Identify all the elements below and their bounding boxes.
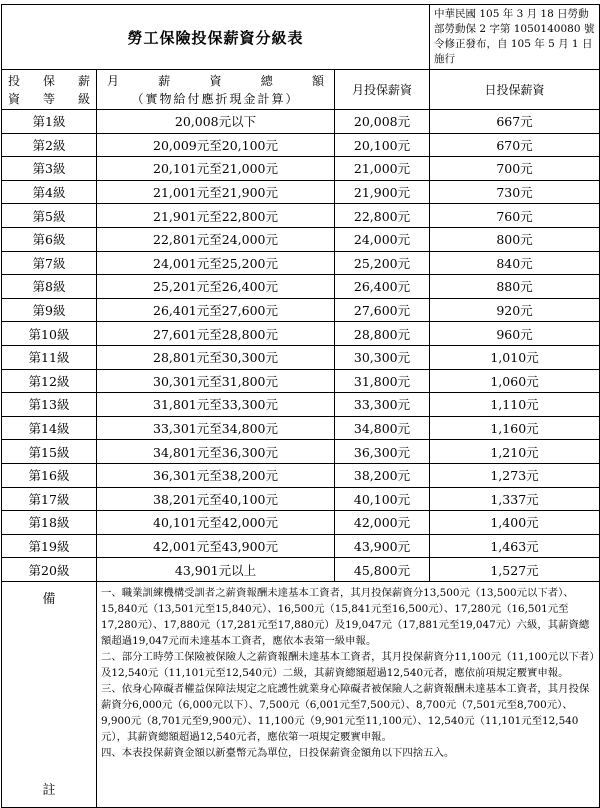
grade-level-cell: 第13級 [2, 393, 97, 417]
grade-level-cell: 第17級 [2, 487, 97, 511]
table-row [2, 534, 600, 558]
salary-range-cell: 30,301元至31,800元 [97, 369, 335, 393]
table-row [2, 110, 600, 134]
table-row [2, 416, 600, 440]
remark-item: 四、本表投保薪資金額以新臺幣元為單位，日投保薪資金額角以下四捨五入。 [101, 746, 455, 759]
grade-level-cell: 第6級 [2, 227, 97, 251]
table-row [2, 298, 600, 322]
table-row [2, 322, 600, 346]
salary-range-cell: 38,201元至40,100元 [97, 487, 335, 511]
monthly-insured-salary-cell: 27,600元 [335, 298, 430, 322]
grade-level-cell: 第9級 [2, 298, 97, 322]
monthly-insured-salary-cell: 21,000元 [335, 157, 430, 181]
daily-insured-salary-cell: 667元 [430, 110, 600, 134]
table-row [2, 393, 600, 417]
monthly-insured-salary-cell: 20,008元 [335, 110, 430, 134]
table-row [2, 369, 600, 393]
daily-insured-salary-cell: 1,463元 [430, 534, 600, 558]
daily-insured-salary-cell: 1,527元 [430, 558, 600, 582]
grade-level-cell: 第19級 [2, 534, 97, 558]
salary-range-cell: 22,801元至24,000元 [97, 227, 335, 251]
grade-level-cell: 第2級 [2, 133, 97, 157]
daily-insured-salary-cell: 730元 [430, 180, 600, 204]
table-row [2, 345, 600, 369]
daily-insured-salary-cell: 700元 [430, 157, 600, 181]
monthly-insured-salary-cell: 20,100元 [335, 133, 430, 157]
remarks-text [97, 581, 600, 807]
salary-range-cell: 27,601元至28,800元 [97, 322, 335, 346]
grade-level-cell: 第7級 [2, 251, 97, 275]
monthly-insured-salary-cell: 43,900元 [335, 534, 430, 558]
monthly-insured-salary-cell: 31,800元 [335, 369, 430, 393]
enactment-note: 中華民國 105 年 3 月 18 日勞動部勞動保 2 字第 1050140080 號令修正發布，自 105 年 5 月 1 日施行 [430, 5, 600, 70]
grade-level-cell: 第8級 [2, 275, 97, 299]
salary-range-cell: 21,901元至22,800元 [97, 204, 335, 228]
table-row [2, 180, 600, 204]
monthly-insured-salary-cell: 45,800元 [335, 558, 430, 582]
salary-range-cell: 40,101元至42,000元 [97, 511, 335, 535]
grade-level-cell: 第4級 [2, 180, 97, 204]
daily-insured-salary-cell: 670元 [430, 133, 600, 157]
grade-level-cell: 第16級 [2, 463, 97, 487]
daily-insured-salary-cell: 1,273元 [430, 463, 600, 487]
table-row [2, 487, 600, 511]
daily-insured-salary-cell: 960元 [430, 322, 600, 346]
daily-insured-salary-cell: 1,210元 [430, 440, 600, 464]
salary-range-cell: 24,001元至25,200元 [97, 251, 335, 275]
grade-level-cell: 第3級 [2, 157, 97, 181]
grade-level-cell: 第12級 [2, 369, 97, 393]
grade-level-cell: 第11級 [2, 345, 97, 369]
table-row [2, 133, 600, 157]
daily-insured-salary-cell: 1,060元 [430, 369, 600, 393]
header-grade-bottom: 資 等 級 [8, 91, 90, 106]
daily-insured-salary-cell: 1,160元 [430, 416, 600, 440]
monthly-insured-salary-cell: 28,800元 [335, 322, 430, 346]
salary-range-cell: 31,801元至33,300元 [97, 393, 335, 417]
salary-grade-table [1, 4, 600, 808]
monthly-insured-salary-cell: 21,900元 [335, 180, 430, 204]
grade-level-cell: 第14級 [2, 416, 97, 440]
salary-range-cell: 43,901元以上 [97, 558, 335, 582]
remarks-label-bottom: 註 [42, 782, 56, 798]
daily-insured-salary-cell: 840元 [430, 251, 600, 275]
table-row [2, 463, 600, 487]
table-row [2, 275, 600, 299]
remark-item: 一、職業訓練機構受訓者之薪資報酬未達基本工資者，其月投保薪資分13,500元（13,500元以下者）、15,840元（13,501元至15,840元）、16,500元（15,841元至16,500元）、17,280元（16,501元至17,280元）、17,880元（17,281元至17,880元）及19,047元（17,881元至19,047元）六級，其薪資總額超過19,047元而未達基本工資者，應依本表第一級申報。 [101, 586, 590, 647]
grade-level-cell: 第1級 [2, 110, 97, 134]
header-range-bottom: （實物給付應折現金計算） [131, 91, 300, 106]
table-row [2, 558, 600, 582]
monthly-insured-salary-cell: 38,200元 [335, 463, 430, 487]
remark-item: 三、依身心障礙者權益保障法規定之庇護性就業身心障礙者被保險人之薪資報酬未達基本工資者，其月投保薪資分6,000元（6,000元以下）、7,500元（6,001元至7,500元）、8,700元（7,501元至8,700元）、9,900元（8,701元至9,900元）、11,100元（9,901元至11,100元）、12,540元（11,101元至12,540元），其薪資總額超過12,540元者，應依第一項規定覈實申報。 [101, 682, 590, 743]
table-title: 勞工保險投保薪資分級表 [2, 5, 430, 70]
monthly-insured-salary-cell: 24,000元 [335, 227, 430, 251]
daily-insured-salary-cell: 1,337元 [430, 487, 600, 511]
header-grade [2, 70, 97, 110]
table-row [2, 157, 600, 181]
monthly-insured-salary-cell: 34,800元 [335, 416, 430, 440]
salary-range-cell: 33,301元至34,800元 [97, 416, 335, 440]
daily-insured-salary-cell: 1,010元 [430, 345, 600, 369]
remarks-label [2, 581, 97, 807]
daily-insured-salary-cell: 920元 [430, 298, 600, 322]
grade-level-cell: 第18級 [2, 511, 97, 535]
remarks-label-top: 備 [42, 591, 56, 607]
table-row [2, 204, 600, 228]
salary-range-cell: 20,101元至21,000元 [97, 157, 335, 181]
monthly-insured-salary-cell: 26,400元 [335, 275, 430, 299]
daily-insured-salary-cell: 800元 [430, 227, 600, 251]
grade-level-cell: 第10級 [2, 322, 97, 346]
salary-range-cell: 28,801元至30,300元 [97, 345, 335, 369]
daily-insured-salary-cell: 1,110元 [430, 393, 600, 417]
header-monthly: 月投保薪資 [335, 70, 430, 110]
grade-level-cell: 第15級 [2, 440, 97, 464]
table-row [2, 440, 600, 464]
daily-insured-salary-cell: 760元 [430, 204, 600, 228]
monthly-insured-salary-cell: 42,000元 [335, 511, 430, 535]
monthly-insured-salary-cell: 33,300元 [335, 393, 430, 417]
grade-level-cell: 第5級 [2, 204, 97, 228]
header-range-top: 月 薪 資 總 額 [107, 73, 324, 88]
salary-range-cell: 25,201元至26,400元 [97, 275, 335, 299]
salary-range-cell: 34,801元至36,300元 [97, 440, 335, 464]
salary-range-cell: 21,001元至21,900元 [97, 180, 335, 204]
daily-insured-salary-cell: 880元 [430, 275, 600, 299]
table-row [2, 251, 600, 275]
monthly-insured-salary-cell: 40,100元 [335, 487, 430, 511]
header-salary-range [97, 70, 335, 110]
salary-range-cell: 36,301元至38,200元 [97, 463, 335, 487]
remarks-row [2, 581, 600, 807]
salary-range-cell: 26,401元至27,600元 [97, 298, 335, 322]
salary-range-cell: 20,008元以下 [97, 110, 335, 134]
grade-level-cell: 第20級 [2, 558, 97, 582]
salary-range-cell: 42,001元至43,900元 [97, 534, 335, 558]
monthly-insured-salary-cell: 25,200元 [335, 251, 430, 275]
monthly-insured-salary-cell: 22,800元 [335, 204, 430, 228]
salary-range-cell: 20,009元至20,100元 [97, 133, 335, 157]
monthly-insured-salary-cell: 30,300元 [335, 345, 430, 369]
remark-item: 二、部分工時勞工保險被保險人之薪資報酬未達基本工資者，其月投保薪資分11,100元（11,100元以下者）及12,540元（11,101元至12,540元）二級，其薪資總額超過12,540元者，應依前項規定覈實申報。 [101, 650, 595, 679]
monthly-insured-salary-cell: 36,300元 [335, 440, 430, 464]
table-row [2, 511, 600, 535]
daily-insured-salary-cell: 1,400元 [430, 511, 600, 535]
table-row [2, 227, 600, 251]
header-daily: 日投保薪資 [430, 70, 600, 110]
header-grade-top: 投 保 薪 [8, 73, 90, 88]
